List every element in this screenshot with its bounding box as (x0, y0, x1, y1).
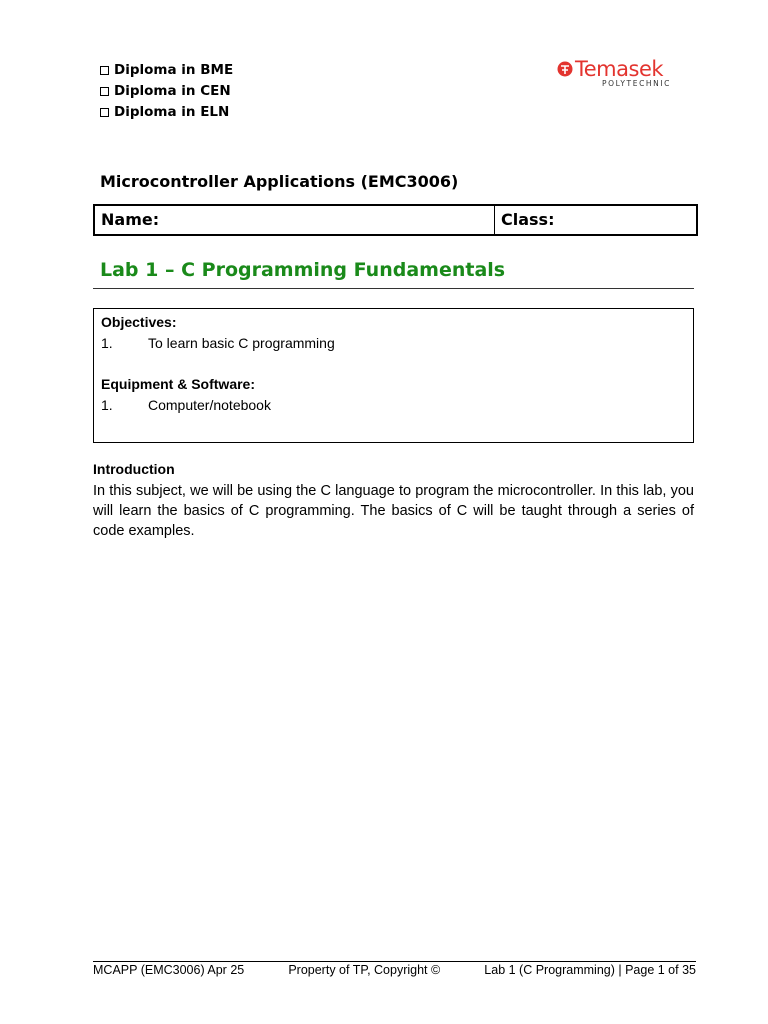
name-label: Name: (101, 210, 160, 229)
introduction-heading: Introduction (93, 461, 175, 477)
logo-subtitle: POLYTECHNIC (601, 79, 671, 88)
title-divider (93, 288, 694, 289)
name-class-table (93, 204, 698, 236)
footer-divider (93, 961, 696, 962)
diploma-label: Diploma in BME (114, 62, 234, 78)
diploma-checklist (100, 60, 233, 123)
diploma-label: Diploma in CEN (114, 83, 231, 99)
footer-left: MCAPP (EMC3006) Apr 25 (93, 963, 245, 977)
class-field[interactable] (495, 206, 560, 234)
name-field[interactable] (95, 206, 495, 234)
footer-center: Property of TP, Copyright © (288, 963, 441, 977)
page-footer (93, 963, 696, 977)
diploma-label: Diploma in ELN (114, 104, 230, 120)
item-number: 1. (101, 335, 113, 351)
item-text: To learn basic C programming (148, 335, 335, 351)
diploma-option-cen (100, 81, 233, 102)
footer-right: Lab 1 (C Programming) | Page 1 of 35 (484, 963, 696, 977)
course-title: Microcontroller Applications (EMC3006) (100, 172, 459, 191)
class-label: Class: (501, 210, 555, 229)
item-text: Computer/notebook (148, 397, 271, 413)
lab-title: Lab 1 – C Programming Fundamentals (100, 259, 506, 281)
temasek-logo (557, 58, 675, 88)
objectives-box (93, 308, 694, 443)
checkbox-icon (100, 87, 109, 96)
item-number: 1. (101, 397, 113, 413)
checkbox-icon (100, 108, 109, 117)
diploma-option-eln (100, 102, 233, 123)
logo-wordmark: Temasek (575, 57, 664, 81)
temasek-emblem-icon (557, 60, 573, 78)
equipment-heading: Equipment & Software: (101, 376, 256, 392)
list-item (101, 332, 686, 354)
list-item (101, 394, 686, 416)
objectives-heading: Objectives: (101, 314, 177, 330)
checkbox-icon (100, 66, 109, 75)
diploma-option-bme (100, 60, 233, 81)
introduction-body: In this subject, we will be using the C language to program the microcontroller. In this lab, you will learn the basics of C programming. The basics of C will be taught through a series of code examples. (93, 483, 694, 539)
